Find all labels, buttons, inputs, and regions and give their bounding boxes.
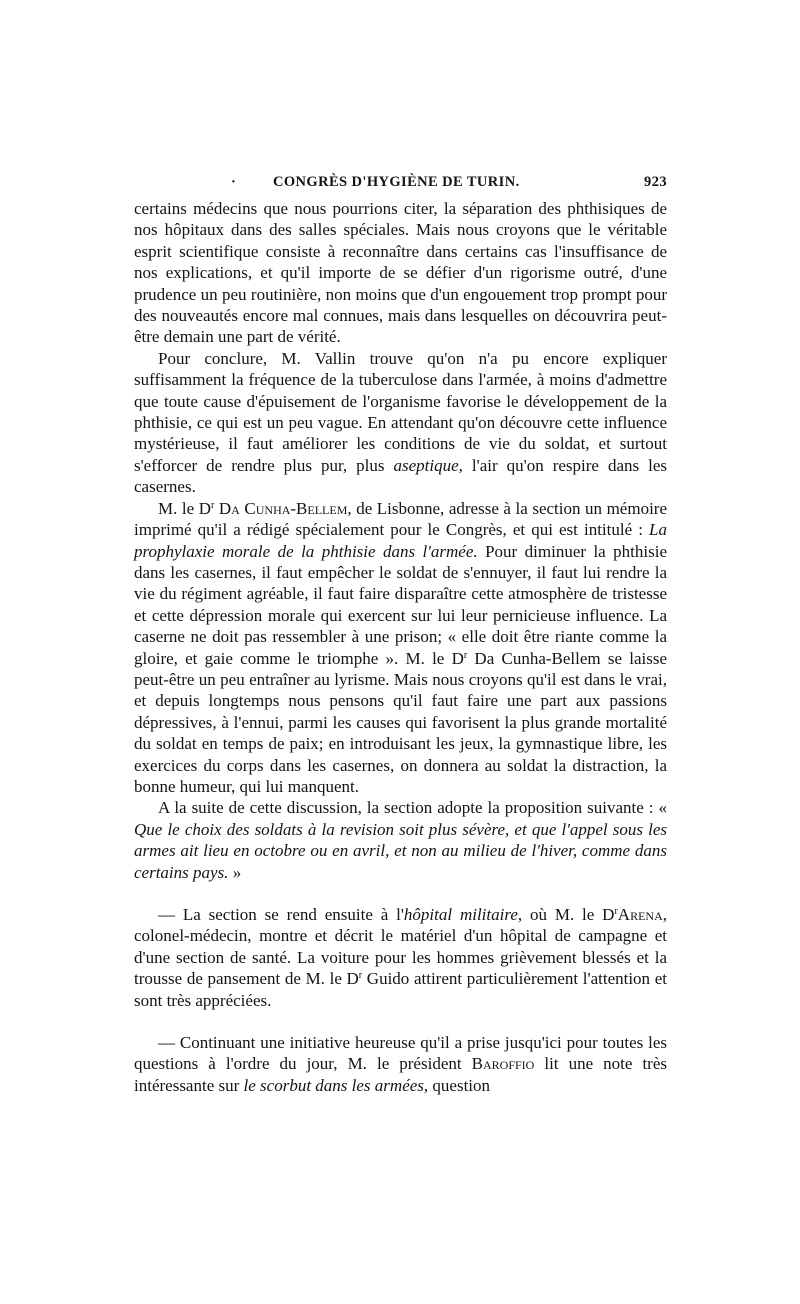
paragraph-2-after: , l'air qu'on respire dans les casernes. <box>134 455 667 497</box>
paragraph-2-italic: aseptique <box>393 455 459 475</box>
paragraph-3 <box>134 498 667 798</box>
paragraph-1 <box>134 198 667 348</box>
paragraph-5-mid: , où M. le D <box>517 905 615 924</box>
paragraph-5-tail: Guido attirent particulièrement l'attention et sont très appréciées. <box>134 969 667 1010</box>
memoir-title: La prophylaxie morale de la phthisie dans l'armée. <box>134 520 667 561</box>
paragraph-4-after: » <box>228 862 242 882</box>
person-name-da-cunha-bellem: Da Cunha-Bellem <box>218 498 348 518</box>
paragraph-3-text3: Da Cunha-Bellem se laisse peut-être un peu entraîner au lyrisme. Mais nous croyons qu'il est dans le vrai, et depuis longtemps nous pensons qu'il faut faire une part aux passions dépressives, à l'ennui, parmi les causes qui favorisent la plus grande mortalité du soldat en temps de paix; en introduisant les jeux, la gymnastique libre, les exercices du corps dans les casernes, on donnera au soldat la distraction, la bonne humeur, qui lui manquent. <box>134 648 667 796</box>
page-number: 923 <box>644 174 667 190</box>
paragraph-1-text: certains médecins que nous pourrions citer, la séparation des phthisiques de nos hôpitaux dans des salles spéciales. Mais nous croyons que le véritable esprit scientifique consiste à reconnaître dans certains cas l'insuffisance de nos explications, et qu'il importe de se défier d'un rigorisme outré, d'une prudence un peu routinière, non moins que d'un engouement trop prompt pour des nouveautés encore mal connues, mais dans lesquelles on découvrira peut-être demain une part de vérité. <box>134 199 667 347</box>
paragraph-5-sup: r <box>614 906 618 917</box>
paragraph-5-sup2: r <box>358 970 363 982</box>
paragraph-3-lead-sup: r <box>211 499 215 511</box>
paragraph-4 <box>134 797 667 883</box>
running-head <box>134 172 667 194</box>
paragraph-6-italic: le scorbut dans les armées <box>243 1075 424 1095</box>
person-name-baroffio: Baroffio <box>471 1054 535 1074</box>
person-name-arena: Arena <box>617 905 663 924</box>
paragraph-6 <box>134 1032 667 1096</box>
paragraph-5-after: , colonel-médecin, montre et décrit le matériel d'un hôpital de campagne et d'une section de santé. La voiture pour les hommes grièvement blessés et la trousse de pansement de M. le D <box>134 905 667 989</box>
paragraph-3-text2: Pour diminuer la phthisie dans les casernes, il faut empêcher le soldat de s'ennuyer, il faut lui rendre la vie du régiment agréable, il faut faire disparaître cette atmosphère de tristesse et cette dépression morale qui exercent sur lui leur pernicieuse influence. La caserne ne doit pas ressembler à une prison; « elle doit être riante comme la gloire, et gaie comme le triomphe ». M. le D <box>134 541 667 668</box>
paragraph-6-after: , question <box>423 1075 491 1095</box>
paragraph-6-before: — Continuant une initiative heureuse qu'il a prise jusqu'ici pour toutes les questions à l'ordre du jour, M. le président <box>134 1033 667 1074</box>
paragraph-2-before: Pour conclure, M. Vallin trouve qu'on n'a pu encore expliquer suffisamment la fréquence de la tuberculose dans l'armée, à moins d'admettre que toute cause d'épuisement de l'organisme favorise le développement de la phthisie, ce qui est un peu vague. En attendant qu'on découvre cette influence mystérieuse, il faut améliorer les conditions de vie du soldat, et surtout s'efforcer de rendre plus pur, plus <box>134 348 667 475</box>
header-marker: · <box>231 174 237 190</box>
paragraph-4-before: A la suite de cette discussion, la section adopte la proposition suivante : « <box>158 798 667 818</box>
proposition-quote: Que le choix des soldats à la revision soit plus sévère, et que l'appel sous les armes ait lieu en octobre ou en avril, et non au milieu de l'hiver, comme dans certains pays. <box>134 819 667 882</box>
paragraph-3-sup2: r <box>463 649 468 661</box>
book-page <box>134 172 667 1096</box>
paragraph-6-mid: lit une note très intéressante sur <box>134 1054 668 1095</box>
header-title: CONGRÈS D'HYGIÈNE DE TURIN. <box>273 174 520 190</box>
paragraph-5-before: — La section se rend ensuite à l' <box>158 905 404 924</box>
paragraph-3-text1: , de Lisbonne, adresse à la section un mémoire imprimé qu'il a rédigé spécialement pour le Congrès, et qui est intitulé : <box>134 498 667 540</box>
paragraph-3-lead: M. le D <box>158 498 212 518</box>
paragraph-2 <box>134 348 667 498</box>
paragraph-5 <box>134 904 667 1011</box>
paragraph-5-italic: hôpital militaire <box>403 905 518 924</box>
